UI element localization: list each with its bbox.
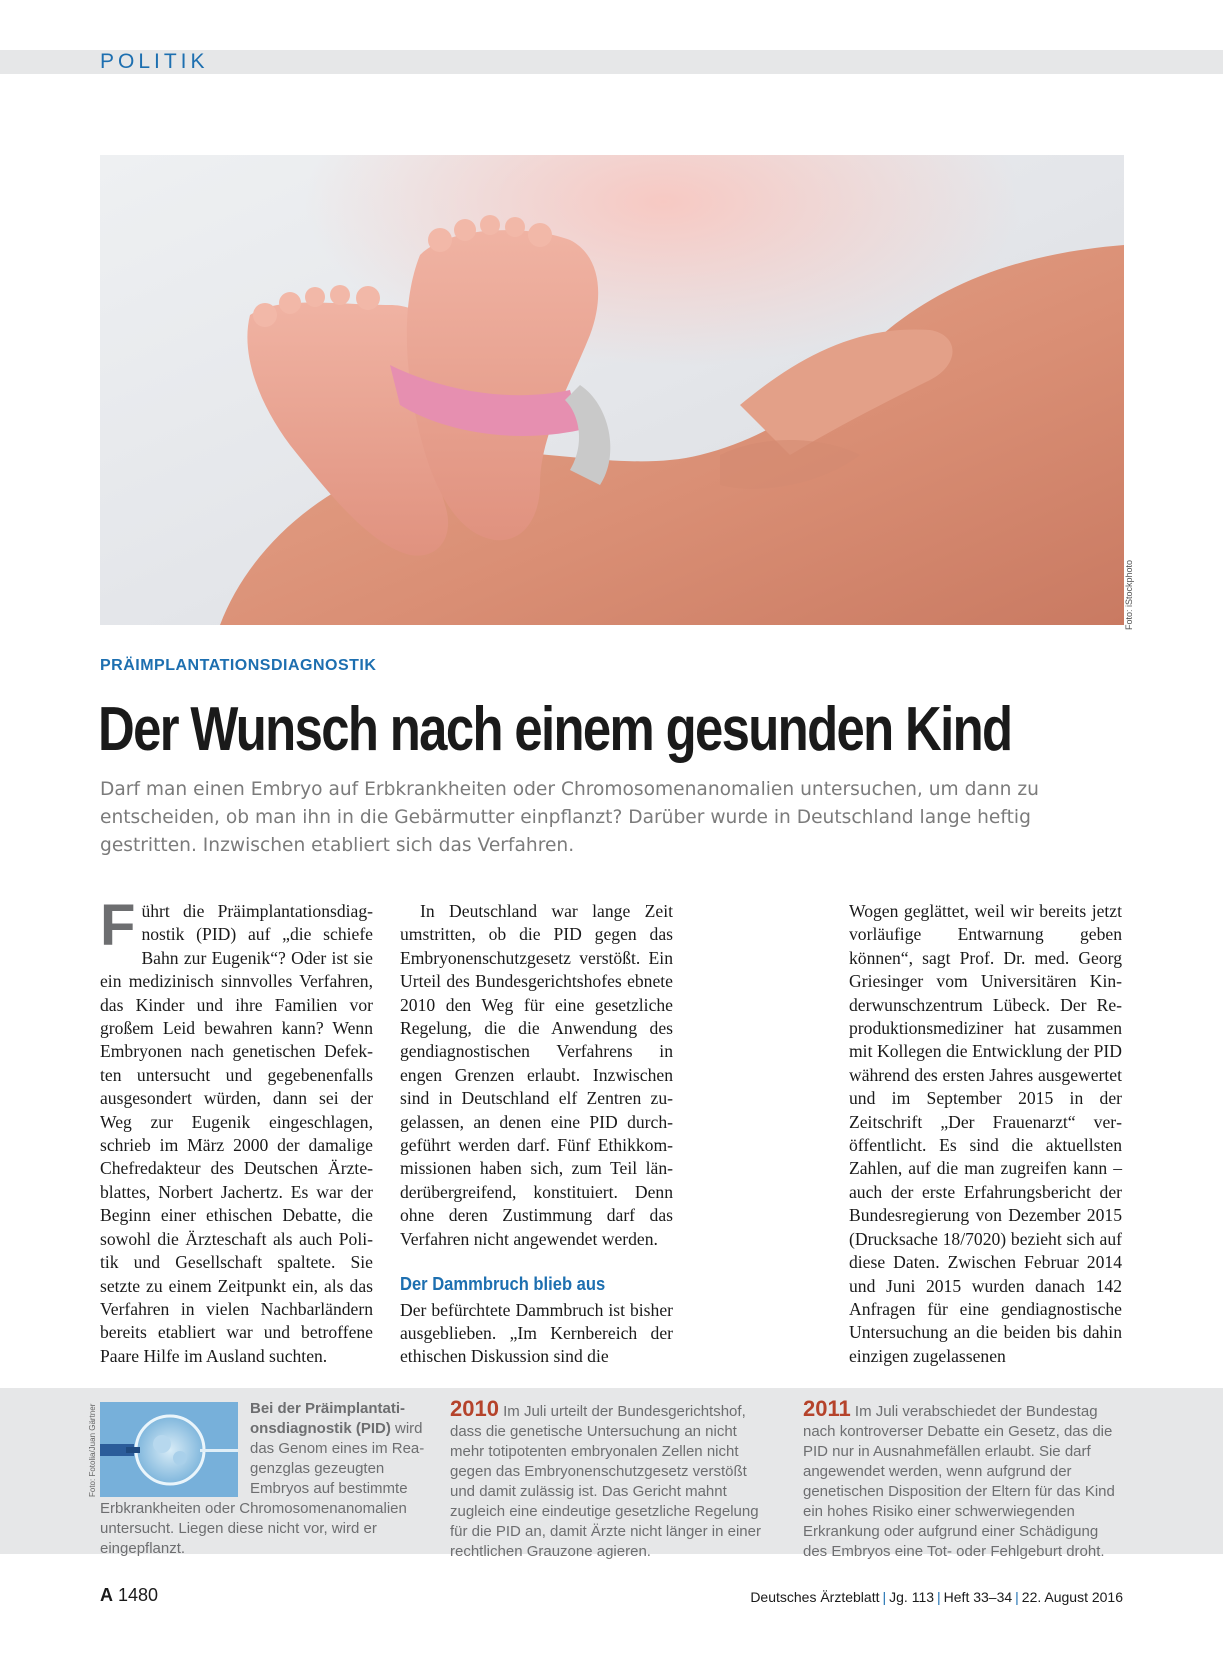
page-number: A 1480 — [100, 1585, 159, 1605]
publication-info: Deutsches Ärzteblatt | Jg. 113 | Heft 33–34 | 22. August 2016 — [750, 1589, 1123, 1605]
journal-issue: Heft 33–34 — [943, 1589, 1013, 1605]
info-item-pid-term: Bei der Präimplantationsdiagnostik (PID) — [250, 1400, 406, 1437]
column-1-text: ührt die Präimplantationsdiagnostik (PID) auf „die schiefe Bahn zur Eugenik“? Oder ist sie ein medizinisch sinnvolles Verfahren, das Kinder und ihre Familien vor großem Leid bewahren kann? Wenn Embryonen nach genetischen Defekten untersucht und gegebenenfalls ausgesondert würden, dann sei der Weg zur Eugenik eingeschlagen, schrieb im März 2000 der damalige Chefredakteur des Deutschen Ärzteblattes, Norbert Jachertz. Es war der Beginn einer ethischen Debatte, die sowohl die Ärzteschaft als auch Politik und Gesellschaft spaltete. Sie setzte zu einem Zeitpunkt ein, als das Verfahren in vielen Nachbarländern bereits etabliert war und betroffene Paare Hilfe im Ausland suchten. — [100, 901, 373, 1366]
journal-date: 22. August 2016 — [1021, 1589, 1123, 1605]
article-headline: Der Wunsch nach einem gesunden Kind — [98, 695, 1012, 764]
article-lead: Darf man einen Embryo auf Erbkrankheiten oder Chromosomenanomalien untersuchen, um dann zu entscheiden, ob man ihn in die Gebärmutter einpflanzt? Darüber wurde in Deutschland lange heftig gestritten. Inzwischen etabliert sich das Verfahren. — [100, 778, 1039, 856]
journal-name: Deutsches Ärzteblatt — [750, 1589, 880, 1605]
column-3-text: Wogen geglättet, weil wir bereits jetzt vorläufige Entwarnung geben können“, sagt Prof. Dr. med. Georg Griesinger vom Universitären Kinderwunschzentrum Lübeck. Der Reproduktionsmediziner hat zusammen mit Kollegen die Entwicklung der PID während des ersten Jahres ausgewertet und im September 2015 in der Zeitschrift „Der Frauenarzt“ veröffentlicht. Es sind die aktuellsten Zahlen, auf die man zugreifen kann – auch der erste Erfahrungsbericht der Bundesregierung von Dezember 2015 (Drucksache 18/7020) bezieht sich auf diese Daten. Zwischen Februar 2014 und Juni 2015 wurden danach 142 Anfragen für eine gendiagnostische Untersuchung an die beiden bis dahin einzigen zugelassenen — [849, 901, 1122, 1366]
info-item-pid-text: wird das Genom eines im Reagenzglas gezeugten Embryos auf bestimmte Erbkrankheiten oder Chromosomenanomalien untersucht. Liegen diese nicht vor, wird er eingepflanzt. — [100, 1420, 425, 1557]
journal-volume: Jg. 113 — [889, 1589, 935, 1605]
info-item-2011-text: Im Juli verabschiedet der Bundestag nach kontroverser Debatte ein Gesetz, das die PID nur in Ausnahmefällen erlaubt. Sie darf angewendet werden, wenn aufgrund der genetischen Disposition der Eltern für das Kind ein hohes Risiko einer schwerwiegenden Erkrankung oder aufgrund einer Schädigung des Embryos eine Tot- oder Fehlgeburt droht. — [803, 1403, 1115, 1560]
article-kicker: PRÄIMPLANTATIONSDIAGNOSTIK — [100, 657, 377, 674]
photo-credit: Foto: iStockphoto — [1124, 559, 1134, 630]
info-item-pid — [100, 1399, 430, 1559]
article-column-3 — [849, 900, 1122, 1368]
column-2-text: In Deutschland war lange Zeit umstritten, ob die PID gegen das Embryonenschutzgesetz verstößt. Ein Urteil des Bundesgerichtshofes ebnete 2010 den Weg für eine gesetzliche Regelung, die die Anwendung des gendiagnostischen Verfahrens in engen Grenzen erlaubt. Inzwischen sind in Deutschland elf Zentren zugelassen, an denen eine PID durchgeführt werden darf. Fünf Ethikkommissionen haben sich, zum Teil länderübergreifend, konstituiert. Denn ohne deren Zustimmung darf das Verfahren nicht angewendet werden. — [400, 901, 673, 1249]
article-column-2 — [400, 900, 673, 1369]
info-item-2010-text: Im Juli urteilt der Bundesgerichtshof, dass die genetische Untersuchung an nicht mehr totipotenten embryonalen Zellen nicht gegen das Embryonenschutzgesetz verstößt und damit zulässig ist. Das Gericht mahnt zugleich eine eindeutige gesetzliche Regelung für die PID an, damit Ärzte nicht länger in einer rechtlichen Grauzone agieren. — [450, 1403, 761, 1560]
section-label: POLITIK — [100, 50, 209, 73]
year-2011: 2011 — [803, 1396, 851, 1421]
info-item-2011 — [803, 1396, 1125, 1562]
drop-cap: F — [100, 893, 136, 958]
column-2-text-continued: Der befürchtete Dammbruch ist bisher ausgeblieben. „Im Kernbereich der ethischen Diskussion sind die — [400, 1299, 673, 1367]
year-2010: 2010 — [450, 1396, 499, 1421]
article-column-1 — [100, 893, 373, 1368]
article-subhead: Der Dammbruch blieb aus — [400, 1274, 606, 1295]
info-item-2010 — [450, 1396, 770, 1562]
info-image-credit: Foto: Fotolia/Juan Gärtner — [88, 1403, 97, 1497]
hero-photo-baby-feet — [100, 155, 1124, 625]
